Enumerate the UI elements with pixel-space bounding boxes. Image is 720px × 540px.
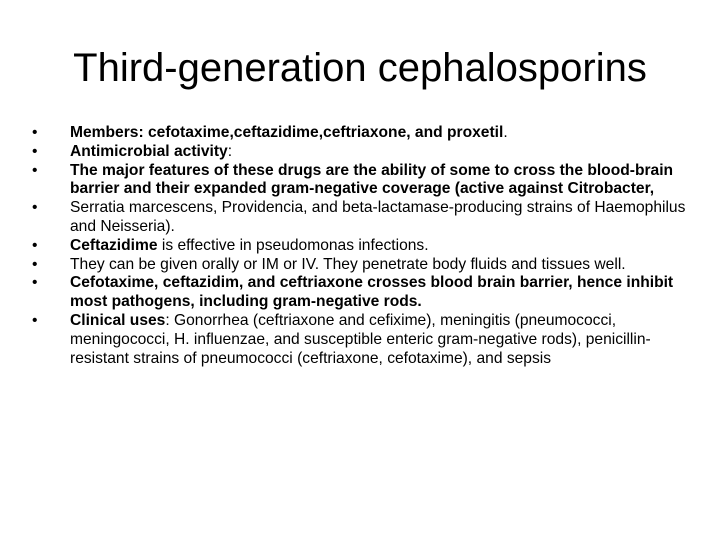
bullet-text: . bbox=[503, 124, 508, 141]
bullet-bold-text: Clinical uses bbox=[70, 311, 166, 329]
bullet-bold-text: Members: cefotaxime,ceftazidime,ceftriaxone, and proxetil bbox=[70, 124, 504, 141]
bullet-text: They can be given orally or IM or IV. They penetrate body fluids and tissues well. bbox=[70, 255, 626, 273]
bullet-item-activity bbox=[30, 143, 695, 162]
bullet-bold-text: Cefotaxime, ceftazidim, and ceftriaxone crosses blood brain barrier, hence inhibit most pathogens, including gram-negative rods. bbox=[70, 274, 674, 311]
slide-title: Third-generation cephalosporins bbox=[73, 46, 647, 90]
bullet-item-clinical-uses bbox=[30, 312, 695, 368]
bullet-icon: • bbox=[32, 255, 38, 273]
bullet-icon: • bbox=[32, 124, 38, 141]
bullet-item-ceftazidime bbox=[30, 237, 695, 256]
bullet-icon: • bbox=[32, 274, 38, 292]
bullet-icon: • bbox=[32, 142, 38, 160]
bullet-icon: • bbox=[32, 161, 38, 179]
bullet-item-organisms bbox=[30, 199, 695, 237]
bullet-icon: • bbox=[32, 199, 38, 217]
bullet-item-members bbox=[30, 124, 695, 143]
bullet-icon: • bbox=[32, 236, 38, 254]
bullet-icon: • bbox=[32, 311, 38, 329]
bullet-bold-text: Ceftazidime bbox=[70, 236, 158, 254]
bullet-text: is effective in pseudomonas infections. bbox=[157, 236, 429, 254]
bullet-list bbox=[30, 124, 695, 368]
bullet-item-bbb bbox=[30, 274, 695, 312]
bullet-item-features bbox=[30, 162, 695, 200]
bullet-text: Serratia marcescens, Providencia, and beta-lactamase-producing strains of Haemophilus and Neisseria). bbox=[70, 199, 686, 235]
bullet-bold-text: The major features of these drugs are the ability of some to cross the blood-brain barrier and their expanded gram-negative coverage (active against Citrobacter, bbox=[70, 161, 674, 198]
bullet-item-administration bbox=[30, 256, 695, 275]
bullet-bold-text: Antimicrobial activity bbox=[70, 142, 228, 160]
bullet-text: : Gonorrhea (ceftriaxone and cefixime), meningitis (pneumococci, meningococci, H. influenzae, and susceptible enteric gram-negative rods), penicillin-resistant strains of pneumococci (ceftriaxone, cefotaxime), and sepsis bbox=[70, 311, 651, 367]
bullet-text: : bbox=[227, 142, 233, 160]
